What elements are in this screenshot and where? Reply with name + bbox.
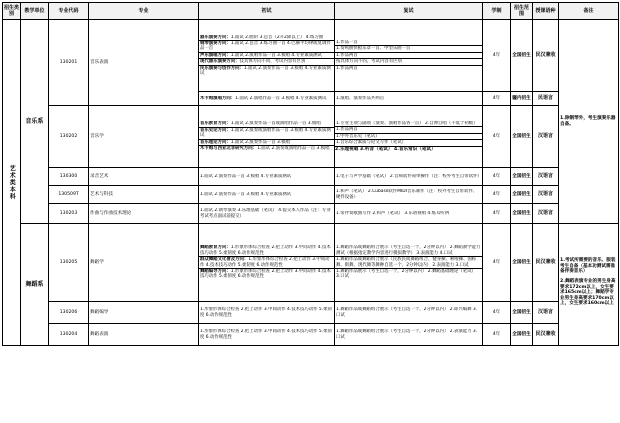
first-exam-text xyxy=(199,65,334,76)
first-exam-item xyxy=(199,257,334,269)
header-language: 授课语种 xyxy=(533,3,559,20)
category-cell: 艺术类本科 xyxy=(3,20,21,346)
second-exam-item xyxy=(335,65,482,71)
first-exam-content: 1.面试 2.钢琴演奏 3.乐理基础（笔试） 4.提交本人作品（注：专业考试考点面试前提交） xyxy=(200,208,331,219)
second-exam-cell xyxy=(335,20,483,92)
direction-title: 木卡姆与西亚北非研究方向： xyxy=(200,146,258,152)
first-exam-text xyxy=(199,35,334,41)
table-row xyxy=(3,302,619,324)
code-cell: 130300 xyxy=(49,168,89,186)
first-exam-item xyxy=(199,65,334,76)
header-row xyxy=(3,3,619,20)
header-range: 招生范围 xyxy=(511,3,533,20)
first-exam-cell xyxy=(199,106,335,168)
duration-cell: 4年 xyxy=(483,302,511,324)
second-exam-text: 1.奏鸣曲快板乐章一首、中型乐曲一首 xyxy=(335,46,482,52)
first-exam-content: 1.面试 2.演奏作品一首 3.模唱 xyxy=(230,139,291,145)
second-exam-text: 1.作品两首 xyxy=(335,127,482,133)
second-exam-shared: 2.乐理视唱 3.听音（笔试） 4.音乐常识（笔试） xyxy=(335,146,482,153)
second-exam-item xyxy=(335,307,482,318)
table-row xyxy=(3,20,619,92)
first-exam-text xyxy=(199,257,334,269)
second-exam-text: 1.舞蹈作品或舞蹈组合展示（考生自选一个，2分钟以内） 2.舞蹈教学能力测试（根据指定教学内容进行模拟教学） 3.表演能力 4.口试 xyxy=(336,245,481,256)
second-exam-text: 1.和声（笔试） 2.Cubase软件MIDI音乐制作（注：校外考生自带软件、硬件设备） xyxy=(336,189,478,200)
direction-title: 现代器乐演奏方向： xyxy=(200,59,240,65)
first-exam-list xyxy=(199,329,334,340)
range-cell: 全国招生 xyxy=(511,168,533,186)
dept-cell: 舞蹈系 xyxy=(21,224,49,346)
code-cell: 130201 xyxy=(49,20,89,106)
first-exam-text xyxy=(199,329,334,340)
second-exam-text: 1.舞蹈作品或舞蹈组合展示（民族民间舞蹈组合、健身操、啦啦操、国标舞、街舞、现代舞等舞种自选一个，2分钟以内） 2.表演能力 3.口试 xyxy=(335,257,482,269)
first-exam-content: 1.面试 2.演唱作品一首 3.模唱 4.专业素质测试 xyxy=(235,95,327,101)
second-exam-text: 1.舞蹈作品展示（考生自选一个，2分钟以内） 2.舞蹈基础理论（笔试） 3.口试 xyxy=(335,268,482,279)
second-exam-cell xyxy=(335,186,483,204)
note-text: 1.除钢琴外，考生演奏乐器自备。 xyxy=(560,115,616,127)
table-row xyxy=(3,324,619,346)
first-exam-content: 1.面试 2.演奏作品一首 3.模唱 4.专业素质测试 xyxy=(200,65,331,77)
first-exam-list xyxy=(199,174,334,179)
first-exam-text xyxy=(199,127,334,139)
second-exam-text: 1.专业主项与副项（演奏、演唱作品各一首） 2.自弹自唱（不低于初级） xyxy=(335,121,482,127)
table-row xyxy=(3,106,619,168)
header-category: 招生类别 xyxy=(3,3,21,20)
second-exam-text: 1.中外音乐史（笔试） xyxy=(335,133,482,139)
first-exam-cell xyxy=(199,302,335,324)
direction-title: 舞蹈编导方向： xyxy=(200,268,231,274)
header-second-exam: 复试 xyxy=(335,3,483,20)
second-exam-list xyxy=(335,40,482,71)
duration-cell: 4年 xyxy=(483,92,511,106)
code-cell: 130203 xyxy=(49,204,89,224)
second-exam-cell xyxy=(335,168,483,186)
second-exam-item xyxy=(335,121,482,127)
language-cell: 汉语言 xyxy=(533,302,559,324)
first-exam-text xyxy=(199,146,334,152)
code-cell: 130205 xyxy=(49,224,89,302)
second-exam-text: 1.带伴奏歌曲写作 2.和声（笔试） 3.乐谱视唱 4.练耳听辨 xyxy=(336,210,450,216)
direction-title: 舞蹈教育方向： xyxy=(200,245,231,251)
first-exam-item xyxy=(199,245,334,256)
second-exam-item xyxy=(335,189,482,200)
second-exam-list xyxy=(335,96,482,101)
first-exam-text xyxy=(199,268,334,279)
range-cell: 全国招生 xyxy=(511,186,533,204)
language-cell: 汉语言 xyxy=(533,106,559,168)
second-exam-list xyxy=(335,245,482,279)
range-cell: 全国招生 xyxy=(511,324,533,346)
first-exam-content: 1.形象形体综合检查 2.把上动作 3.中间动作 4.技术技巧动作 5.柔韧度 6.动作规范性 xyxy=(200,257,330,268)
second-exam-text: 1.音乐综合素质与论文写作（笔试） xyxy=(335,140,482,146)
second-exam-cell xyxy=(335,224,483,302)
direction-title: 器乐演奏方向： xyxy=(200,34,231,40)
first-exam-list xyxy=(199,96,334,101)
header-first-exam: 初试 xyxy=(199,3,335,20)
first-exam-content: 1.形象形体综合检查 2.把上动作 3.中间动作 4.技术技巧动作 5.柔韧度 6.动作规范性 xyxy=(200,307,332,318)
first-exam-cell xyxy=(199,92,335,106)
first-exam-cell xyxy=(199,204,335,224)
first-exam-list xyxy=(199,307,334,318)
first-exam-content: 1.面试 2.演奏或演唱作品一首 3.模唱 xyxy=(257,146,330,152)
first-exam-content: 1.面试 2.演唱作品一首 3.模唱 4.专业素质测试 xyxy=(230,52,322,58)
note-text: 2.舞蹈表演专业的男生身高要求172cm以上，女生要求165cm以上；舞蹈学专业男生身高要求170cm以上，女生要求160cm以上 xyxy=(560,278,616,307)
header-code: 专业代码 xyxy=(49,3,89,20)
major-cell: 艺术与科技 xyxy=(89,186,199,204)
first-exam-content: 1.形象形体综合检查 2.把上动作 3.中间动作 4.技术技巧动作 5.柔韧度 6.动作规范性 xyxy=(200,245,331,256)
first-exam-cell xyxy=(199,324,335,346)
duration-cell: 4年 xyxy=(483,224,511,302)
first-exam-item xyxy=(199,329,334,340)
first-exam-list xyxy=(199,121,334,151)
first-exam-cell xyxy=(199,224,335,302)
second-exam-text: 1.演唱、演奏作品共两首 xyxy=(336,95,385,101)
second-exam-text: 1.舞蹈作品或舞蹈组合展示（考生自选一个，2分钟以内） 2.表演能力 3.口试 xyxy=(336,329,478,340)
language-cell: 汉语言 xyxy=(533,186,559,204)
first-exam-text xyxy=(199,307,334,318)
second-exam-text: 按具体方向不同，考试内容有区别 xyxy=(335,59,482,65)
first-exam-item xyxy=(199,35,334,41)
major-cell: 舞蹈编导 xyxy=(89,302,199,324)
first-exam-text xyxy=(199,121,334,127)
second-exam-text: 1.作品一首 xyxy=(335,40,482,46)
first-exam-text xyxy=(199,245,334,256)
first-exam-item xyxy=(199,208,334,219)
range-cell: 全国招生 xyxy=(511,204,533,224)
second-exam-cell xyxy=(335,324,483,346)
note-text: 1.考试所需要的音乐、服装考生自备（基本功测试需准备伴奏音乐） xyxy=(560,258,616,275)
first-exam-item xyxy=(199,52,334,58)
duration-cell: 4年 xyxy=(483,168,511,186)
first-exam-item xyxy=(199,174,334,179)
second-exam-cell xyxy=(335,92,483,106)
second-exam-item xyxy=(335,329,482,340)
range-cell: 疆内招生 xyxy=(511,92,533,106)
direction-title: 民乐演奏与创作方向： xyxy=(200,65,244,71)
range-cell: 全国招生 xyxy=(511,224,533,302)
second-exam-text: 1.作品两首 xyxy=(335,52,482,58)
second-exam-list xyxy=(335,174,482,179)
header-duration: 学制 xyxy=(483,3,511,20)
second-exam-item xyxy=(335,174,482,179)
first-exam-item xyxy=(199,307,334,318)
direction-title: 群众舞蹈文化普及方向： xyxy=(200,257,249,263)
second-exam-list xyxy=(335,329,482,340)
second-exam-cell xyxy=(335,106,483,168)
major-cell: 舞蹈表演 xyxy=(89,324,199,346)
code-cell: 130509T xyxy=(49,186,89,204)
second-exam-list xyxy=(335,211,482,216)
first-exam-list xyxy=(199,35,334,77)
language-cell: 汉语言 xyxy=(533,204,559,224)
major-cell: 舞蹈学 xyxy=(89,224,199,302)
first-exam-content: 1.形象形体综合检查 2.把上动作 3.中间动作 4.技术技巧动作 5.柔韧度 6.动作规范性 xyxy=(200,329,332,340)
second-exam-list xyxy=(335,189,482,200)
first-exam-list xyxy=(199,192,334,197)
duration-cell: 4年 xyxy=(483,204,511,224)
first-exam-content: 1.面试 2.曲阶 3.琶音（2升2降以上） 4.练习曲 xyxy=(230,34,324,40)
first-exam-item xyxy=(199,146,334,152)
first-exam-content: 技具体方向不同，考试内容有区别 xyxy=(239,59,306,65)
second-exam-cell xyxy=(335,204,483,224)
direction-title: 音乐教育方向： xyxy=(200,121,231,127)
first-exam-list xyxy=(199,245,334,279)
notes-cell xyxy=(559,224,619,346)
major-cell: 音乐表演 xyxy=(89,20,199,106)
dept-cell: 音乐系 xyxy=(21,20,49,224)
first-exam-item xyxy=(199,192,334,197)
first-exam-item xyxy=(199,40,334,52)
first-exam-item xyxy=(199,121,334,127)
second-exam-item xyxy=(335,245,482,256)
direction-title: 木卡姆演唱方向： xyxy=(200,95,236,101)
second-exam-text: 1.舞蹈作品或舞蹈组合展示（考生自选一个，2分钟以内） 2.即兴编舞 3.口试 xyxy=(336,307,478,318)
first-exam-item xyxy=(199,268,334,279)
code-cell: 130202 xyxy=(49,106,89,168)
code-cell: 130206 xyxy=(49,302,89,324)
first-exam-item xyxy=(199,96,334,101)
notes-cell xyxy=(559,20,619,224)
second-exam-item xyxy=(335,211,482,216)
major-cell: 录音艺术 xyxy=(89,168,199,186)
second-exam-text: 1.作品两首 xyxy=(335,65,482,71)
table-row xyxy=(3,186,619,204)
major-cell: 作曲与作曲技术理论 xyxy=(89,204,199,224)
second-exam-item xyxy=(335,257,482,269)
first-exam-text xyxy=(199,208,334,219)
range-cell: 全国招生 xyxy=(511,302,533,324)
first-exam-content: 1.面试 2.演奏作品一首或演唱作品一首 3.模唱 xyxy=(230,121,321,127)
second-exam-item xyxy=(335,268,482,279)
first-exam-cell xyxy=(199,186,335,204)
table-row xyxy=(3,224,619,302)
first-exam-item xyxy=(199,127,334,139)
first-exam-cell xyxy=(199,168,335,186)
header-unit: 教学单位 xyxy=(21,3,49,20)
major-cell: 音乐学 xyxy=(89,106,199,168)
language-cell: 民汉兼收 xyxy=(533,224,559,302)
header-major: 专业 xyxy=(89,3,199,20)
table-row xyxy=(3,168,619,186)
first-exam-content: 1.面试 2.演奏作品一首 3.模唱 4.专业素质测试 xyxy=(200,173,292,179)
admissions-table xyxy=(2,2,619,346)
first-exam-content: 1.面试 2.演奏作品一首 3.模唱 4.专业素质测试 xyxy=(200,191,292,197)
duration-cell: 4年 xyxy=(483,324,511,346)
first-exam-content: 1.形象形体综合检查 2.把上动作 3.中间动作 4.技术技巧动作 5.柔韧度 6.动作规范性 xyxy=(200,268,331,280)
language-cell: 汉语言 xyxy=(533,168,559,186)
code-cell: 130204 xyxy=(49,324,89,346)
duration-cell: 4年 xyxy=(483,186,511,204)
first-exam-text xyxy=(199,52,334,58)
language-cell: 民汉兼收 xyxy=(533,20,559,92)
second-exam-item xyxy=(335,96,482,101)
first-exam-content: 1.面试 2.演奏或演唱作品一首 3.模唱 4.专业素质测试 xyxy=(200,127,331,139)
second-exam-cell xyxy=(335,302,483,324)
range-cell: 全国招生 xyxy=(511,106,533,168)
first-exam-text xyxy=(199,192,334,197)
first-exam-list xyxy=(199,208,334,219)
first-exam-cell xyxy=(199,20,335,92)
direction-title: 音乐理论方向： xyxy=(200,139,231,145)
first-exam-text xyxy=(199,174,334,179)
first-exam-text xyxy=(199,40,334,52)
second-exam-list xyxy=(335,307,482,318)
table-row xyxy=(3,204,619,224)
header-notes: 备注 xyxy=(559,3,619,20)
duration-cell: 4年 xyxy=(483,20,511,92)
language-cell: 民汉兼收 xyxy=(533,324,559,346)
language-cell: 民语言 xyxy=(533,92,559,106)
direction-title: 音乐史论方向： xyxy=(200,127,231,133)
second-exam-text: 1.电子与声学基础（笔试） 2.音频软件简单操作（注：校外考生自带软件） xyxy=(336,173,482,179)
range-cell: 全国招生 xyxy=(511,20,533,92)
second-exam-list xyxy=(335,121,482,146)
direction-title: 声乐演唱方向： xyxy=(200,52,231,58)
direction-title: 钢琴演奏方向： xyxy=(200,40,231,46)
first-exam-text xyxy=(199,96,334,101)
duration-cell: 4年 xyxy=(483,106,511,168)
first-exam-content: 1.面试 2.琶音 3.练习曲一首 4.巴赫平均律或复调作品一首 xyxy=(200,40,331,52)
